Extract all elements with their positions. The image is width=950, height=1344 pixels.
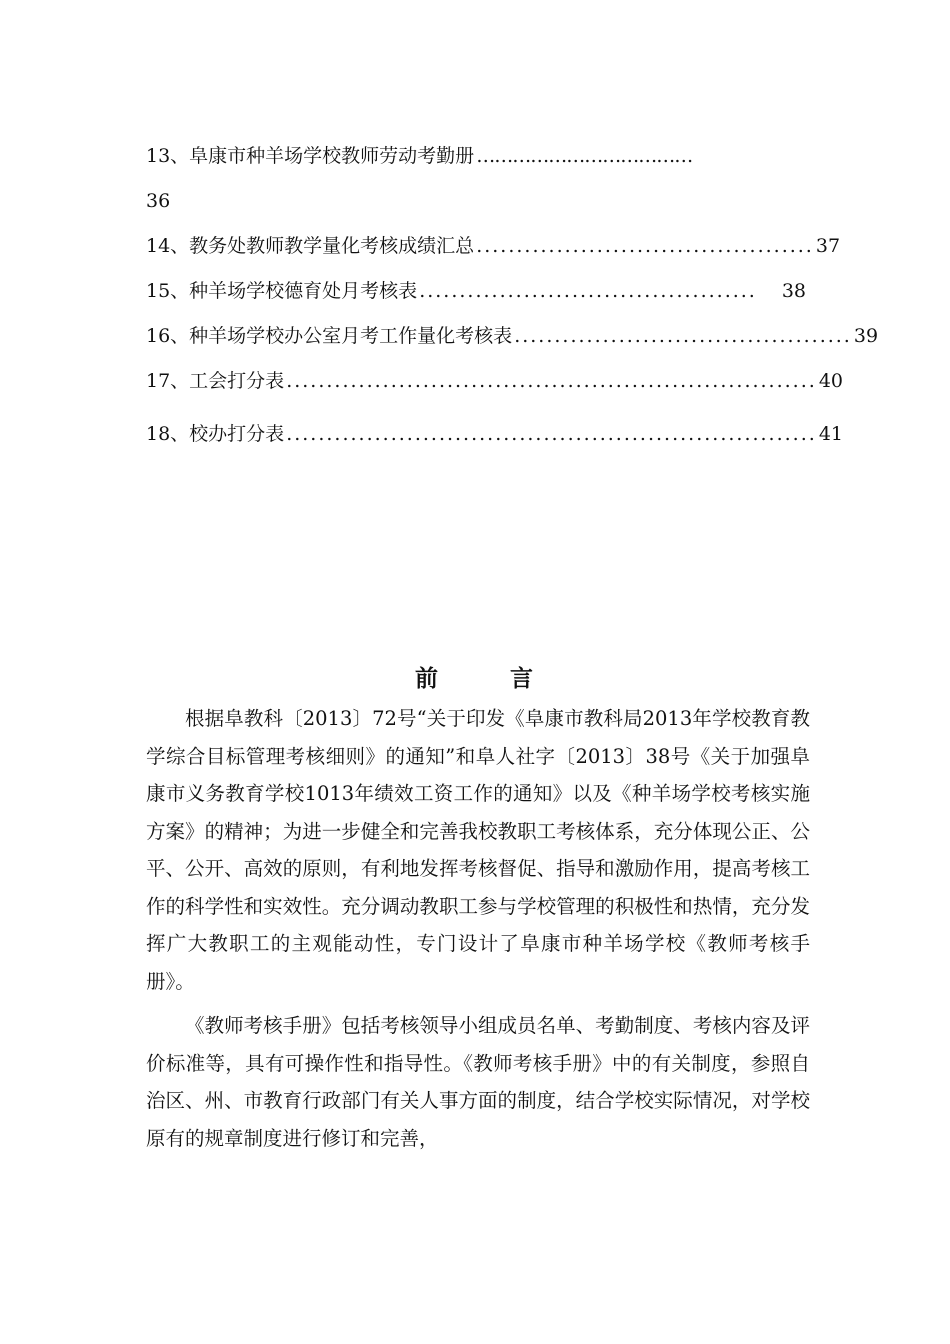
toc-item-title: 18、校办打分表	[146, 423, 285, 445]
toc-item-15[interactable]	[146, 269, 806, 314]
toc-item-13[interactable]	[146, 134, 806, 179]
toc-item-leader: ..................................................................	[286, 423, 817, 445]
preface-heading	[0, 660, 950, 693]
toc-item-title: 17、工会打分表	[146, 370, 285, 392]
toc-item-leader: ………………………………	[476, 145, 693, 167]
toc-item-leader: ..........................................	[419, 280, 757, 302]
toc-item-leader: ..........................................	[514, 325, 852, 347]
toc-item-18[interactable]	[146, 412, 843, 457]
toc-item-17[interactable]	[146, 359, 843, 404]
preface-body	[146, 700, 810, 1157]
toc-item-leader: ..........................................	[476, 235, 814, 257]
toc-item-page-number: 41	[818, 423, 843, 445]
toc-item-page-number: 37	[815, 235, 841, 257]
toc-item-page-number: 40	[818, 370, 843, 392]
toc-item-leader: ..................................................................	[286, 370, 817, 392]
toc-item-title: 15、种羊场学校德育处月考核表	[146, 280, 418, 302]
toc-item-title: 13、阜康市种羊场学校教师劳动考勤册	[146, 145, 475, 167]
preface-paragraph: 《教师考核手册》包括考核领导小组成员名单、考勤制度、考核内容及评价标准等，具有可操作性和指导性。《教师考核手册》中的有关制度，参照自治区、州、市教育行政部门有关人事方面的制度，结合学校实际情况，对学校原有的规章制度进行修订和完善，	[146, 1014, 810, 1150]
preface-paragraph: 根据阜教科〔2013〕72号“关于印发《阜康市教科局2013年学校教育教学综合目标管理考核细则》的通知”和阜人社字〔2013〕38号《关于加强阜康市义务教育学校1013年绩效工资工作的通知》以及《种羊场学校考核实施方案》的精神；为进一步健全和完善我校教职工考核体系，充分体现公正、公平、公开、高效的原则，有利地发挥考核督促、指导和激励作用，提高考核工作的科学性和实效性。充分调动教职工参与学校管理的积极性和热情，充分发挥广大教职工的主观能动性，专门设计了阜康市种羊场学校《教师考核手册》。	[146, 707, 810, 993]
toc-item-page-number: 36	[146, 190, 171, 212]
toc-item-title: 14、教务处教师教学量化考核成绩汇总	[146, 235, 475, 257]
preface-heading-left: 前	[415, 665, 440, 692]
table-of-contents	[146, 134, 879, 457]
toc-item-title: 16、种羊场学校办公室月考工作量化考核表	[146, 325, 513, 347]
toc-item-14[interactable]	[146, 224, 841, 269]
toc-item-16[interactable]	[146, 314, 879, 359]
toc-item-page-number: 38	[781, 280, 806, 302]
toc-item-page-number: 39	[853, 325, 879, 347]
preface-heading-right: 言	[510, 665, 535, 692]
